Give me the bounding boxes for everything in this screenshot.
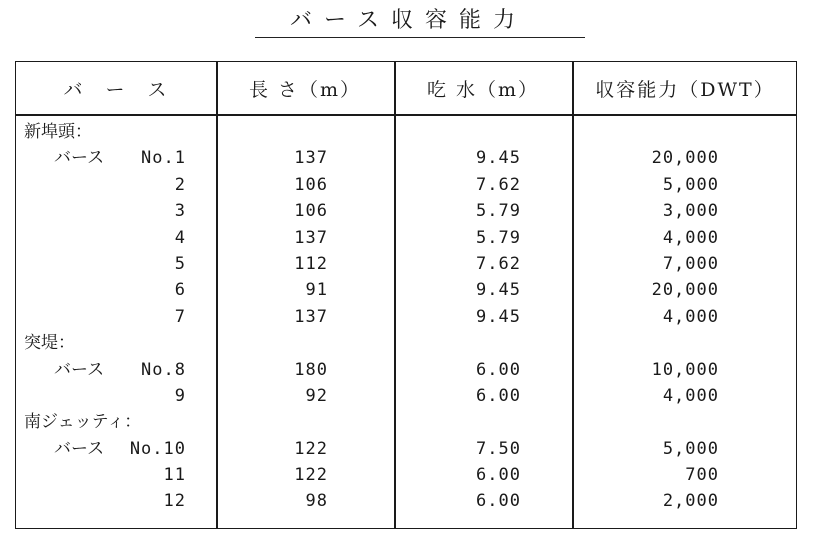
table-body (16, 119, 796, 515)
group-name: 新埠頭： (24, 122, 92, 142)
draft-cell: 5.79 (476, 201, 521, 222)
group-heading-row (16, 119, 796, 145)
draft-cell: 5.79 (476, 227, 521, 248)
table-row (16, 357, 796, 383)
length-cell: 106 (294, 174, 328, 195)
table-row (16, 198, 796, 224)
table-row (16, 251, 796, 277)
table-row (16, 488, 796, 514)
table-row (16, 462, 796, 488)
capacity-cell: 4,000 (662, 385, 719, 406)
table-row (16, 145, 796, 171)
capacity-cell: 5,000 (662, 438, 719, 459)
capacity-cell: 10,000 (651, 359, 719, 380)
capacity-cell: 3,000 (662, 201, 719, 222)
length-cell: 112 (294, 253, 328, 274)
capacity-cell: 2,000 (662, 491, 719, 512)
capacity-cell: 4,000 (662, 227, 719, 248)
table-row (16, 172, 796, 198)
header-draft: 吃 水（m） (426, 78, 540, 101)
length-cell: 122 (294, 465, 328, 486)
berth-capacity-table (15, 61, 797, 529)
length-cell: 137 (294, 306, 328, 327)
length-cell: 137 (294, 227, 328, 248)
berth-number: No.1 (141, 148, 186, 169)
length-cell: 92 (305, 385, 328, 406)
length-cell: 137 (294, 148, 328, 169)
group-heading-row (16, 330, 796, 356)
table-row (16, 383, 796, 409)
length-cell: 91 (305, 280, 328, 301)
length-cell: 122 (294, 438, 328, 459)
berth-number: 7 (174, 306, 186, 327)
berth-number: 9 (174, 385, 186, 406)
page-title: バース収容能力 (290, 8, 527, 33)
header-length: 長 さ（m） (248, 78, 362, 101)
length-cell: 98 (305, 491, 328, 512)
group-name: 南ジェッティ： (24, 412, 142, 433)
berth-number: 6 (174, 280, 186, 301)
header-berth: バ ー ス (63, 78, 169, 101)
berth-label: バース (54, 148, 105, 169)
header-rule (16, 114, 796, 116)
table-row (16, 436, 796, 462)
draft-cell: 7.50 (476, 438, 521, 459)
header-capacity: 収容能力（DWT） (595, 78, 775, 101)
draft-cell: 7.62 (476, 253, 521, 274)
capacity-cell: 5,000 (662, 174, 719, 195)
draft-cell: 9.45 (476, 148, 521, 169)
berth-number: 12 (163, 491, 186, 512)
draft-cell: 9.45 (476, 306, 521, 327)
berth-label: バース (54, 438, 105, 459)
draft-cell: 6.00 (476, 359, 521, 380)
table-row (16, 225, 796, 251)
berth-number: 5 (174, 253, 186, 274)
berth-number: No.8 (141, 359, 186, 380)
length-cell: 180 (294, 359, 328, 380)
berth-number: 3 (174, 201, 186, 222)
table-row (16, 304, 796, 330)
berth-label: バース (54, 359, 105, 380)
capacity-cell: 20,000 (651, 280, 719, 301)
berth-number: 4 (174, 227, 186, 248)
group-name: 突堤： (24, 333, 75, 354)
draft-cell: 6.00 (476, 385, 521, 406)
capacity-cell: 20,000 (651, 148, 719, 169)
table-row (16, 277, 796, 303)
capacity-cell: 7,000 (662, 253, 719, 274)
capacity-cell: 700 (685, 465, 719, 486)
berth-number: No.10 (129, 438, 186, 459)
berth-number: 11 (163, 465, 186, 486)
draft-cell: 6.00 (476, 465, 521, 486)
capacity-cell: 4,000 (662, 306, 719, 327)
draft-cell: 9.45 (476, 280, 521, 301)
draft-cell: 6.00 (476, 491, 521, 512)
title-underline (255, 37, 585, 38)
berth-number: 2 (174, 174, 186, 195)
draft-cell: 7.62 (476, 174, 521, 195)
group-heading-row (16, 409, 796, 435)
length-cell: 106 (294, 201, 328, 222)
